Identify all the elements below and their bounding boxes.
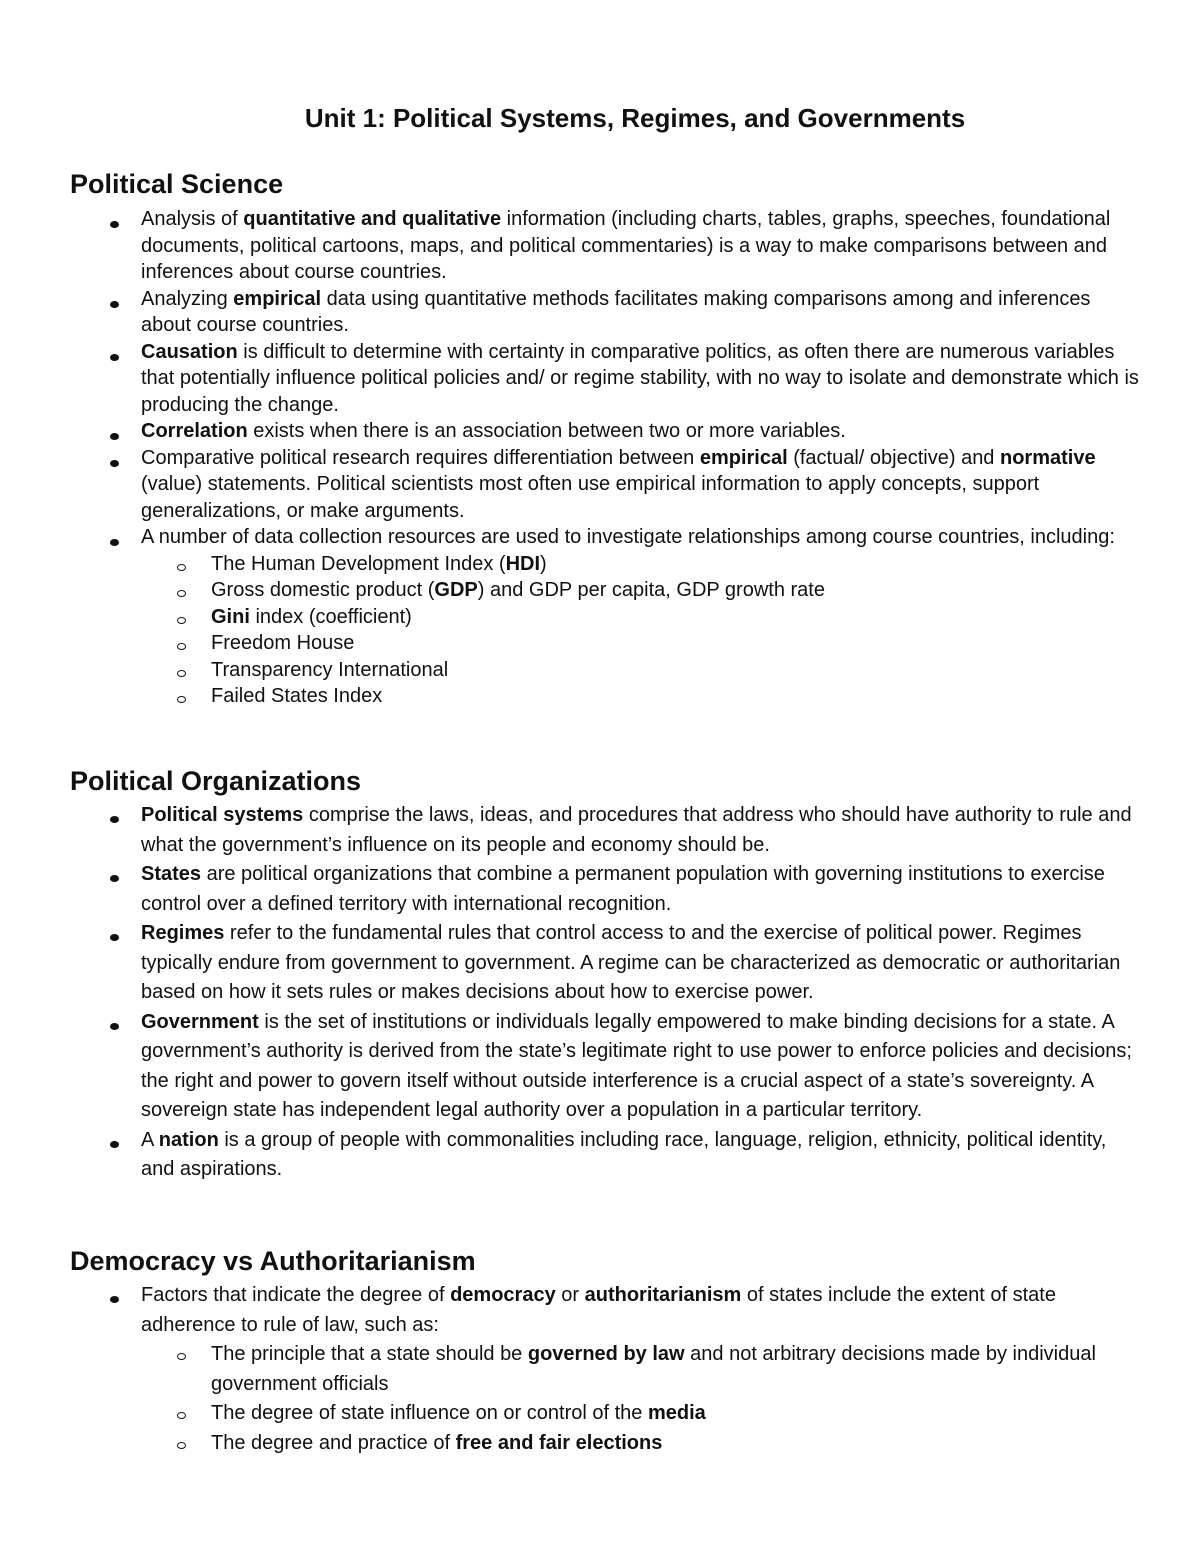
sub-bullet-item: Gross domestic product (GDP) and GDP per capita, GDP growth rate [141,577,1140,604]
bullet-item: Regimes refer to the fundamental rules that control access to and the exercise of political power. Regimes typically endure from government to government. A regime can be characterized as democratic or authoritarian based on how it sets rules or makes decisions about how to exercise power. [0,919,1140,1008]
bullet-item: Factors that indicate the degree of democracy or authoritarianism of states include the extent of state adherence to rule of law, such as: The principle that a state should be governed by law and not arbitrary decisions made by individual government officials The degree of state influence on or control of the media The degree and practice of free and fair elections [0,1281,1140,1458]
bullet-item: A nation is a group of people with commonalities including race, language, religion, ethnicity, political identity, and aspirations. [0,1126,1140,1185]
section-heading-political-organizations: Political Organizations [70,766,362,796]
bullet-item: Analysis of quantitative and qualitative information (including charts, tables, graphs, speeches, foundational documents, political cartoons, maps, and political commentaries) is a way to make comparisons between and inferences about course countries. [0,206,1140,286]
rule-of-law-sublist [141,1340,1140,1458]
political-organizations-list [0,801,1140,1185]
section-heading-democracy-vs-authoritarianism: Democracy vs Authoritarianism [70,1246,476,1276]
document-title: Unit 1: Political Systems, Regimes, and Governments [304,103,966,133]
bullet-item: Analyzing empirical data using quantitative methods facilitates making comparisons among and inferences about course countries. [0,286,1140,339]
sub-bullet-item: Transparency International [141,657,1140,684]
sub-bullet-item: The degree of state influence on or control of the media [141,1399,1140,1429]
sub-bullet-item: The degree and practice of free and fair elections [141,1429,1140,1459]
section-heading-political-science: Political Science [70,169,284,199]
political-science-list [0,206,1140,710]
bullet-item: Comparative political research requires differentiation between empirical (factual/ objective) and normative (value) statements. Political scientists most often use empirical information to apply concepts, support generalizations, or make arguments. [0,445,1140,525]
bullet-item: Correlation exists when there is an association between two or more variables. [0,418,1140,445]
democracy-list [0,1281,1140,1458]
sub-bullet-item: Freedom House [141,630,1140,657]
bullet-item: Causation is difficult to determine with certainty in comparative politics, as often there are numerous variables that potentially influence political policies and/ or regime stability, with no way to isolate and demonstrate which is producing the change. [0,339,1140,419]
sub-bullet-item: The Human Development Index (HDI) [141,551,1140,578]
sub-bullet-item: The principle that a state should be governed by law and not arbitrary decisions made by individual government officials [141,1340,1140,1399]
bullet-item: A number of data collection resources are used to investigate relationships among course countries, including: The Human Development Index (HDI) Gross domestic product (GDP) and GDP per capita, GDP growth rate Gini index (coefficient) Freedom House Transparency International Failed States Index [0,524,1140,710]
bullet-item: States are political organizations that combine a permanent population with governing institutions to exercise control over a defined territory with international recognition. [0,860,1140,919]
sub-bullet-item: Gini index (coefficient) [141,604,1140,631]
bullet-item: Government is the set of institutions or individuals legally empowered to make binding decisions for a state. A government’s authority is derived from the state’s legitimate right to use power to enforce policies and decisions; the right and power to govern itself without outside interference is a crucial aspect of a state’s sovereignty. A sovereign state has independent legal authority over a population in a particular territory. [0,1008,1140,1126]
bullet-item: Political systems comprise the laws, ideas, and procedures that address who should have authority to rule and what the government’s influence on its people and economy should be. [0,801,1140,860]
data-resources-sublist [141,551,1140,710]
sub-bullet-item: Failed States Index [141,683,1140,710]
